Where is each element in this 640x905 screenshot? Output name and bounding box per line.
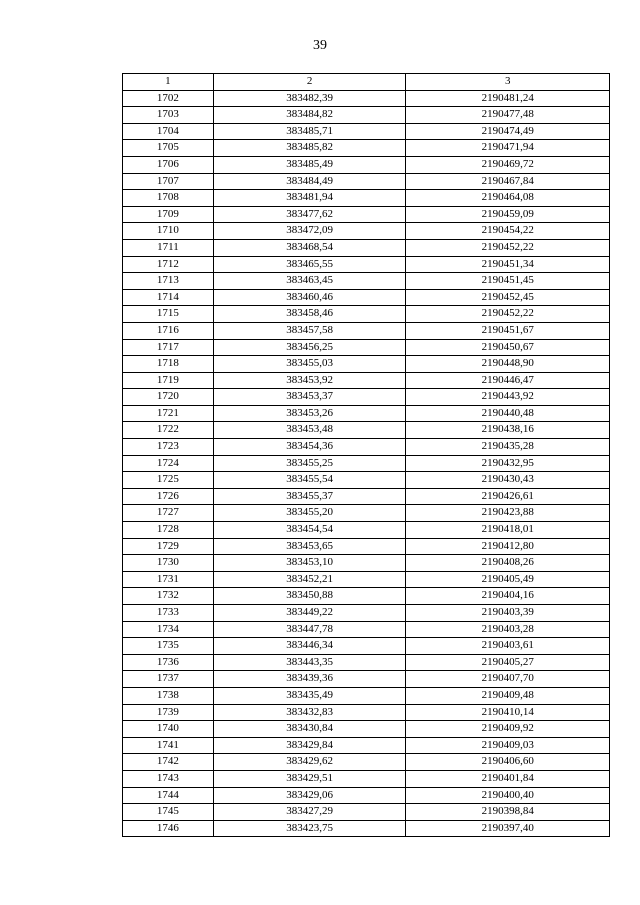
- y-coordinate-cell: 2190407,70: [406, 671, 610, 688]
- table-row: [123, 206, 610, 223]
- point-number-cell: 1705: [123, 140, 214, 157]
- y-coordinate-cell: 2190451,67: [406, 322, 610, 339]
- x-coordinate-cell: 383472,09: [213, 223, 406, 240]
- table-row: [123, 737, 610, 754]
- x-coordinate-cell: 383468,54: [213, 239, 406, 256]
- y-coordinate-cell: 2190454,22: [406, 223, 610, 240]
- point-number-cell: 1709: [123, 206, 214, 223]
- table-row: [123, 638, 610, 655]
- point-number-cell: 1719: [123, 372, 214, 389]
- table-row: [123, 356, 610, 373]
- point-number-cell: 1714: [123, 289, 214, 306]
- point-number-cell: 1721: [123, 405, 214, 422]
- y-coordinate-cell: 2190404,16: [406, 588, 610, 605]
- y-coordinate-cell: 2190406,60: [406, 754, 610, 771]
- y-coordinate-cell: 2190418,01: [406, 522, 610, 539]
- point-number-cell: 1718: [123, 356, 214, 373]
- point-number-cell: 1716: [123, 322, 214, 339]
- y-coordinate-cell: 2190403,28: [406, 621, 610, 638]
- x-coordinate-cell: 383439,36: [213, 671, 406, 688]
- point-number-cell: 1745: [123, 804, 214, 821]
- table-row: [123, 654, 610, 671]
- point-number-cell: 1725: [123, 472, 214, 489]
- point-number-cell: 1732: [123, 588, 214, 605]
- table-row: [123, 605, 610, 622]
- y-coordinate-cell: 2190443,92: [406, 389, 610, 406]
- y-coordinate-cell: 2190452,45: [406, 289, 610, 306]
- table-row: [123, 754, 610, 771]
- table-row: [123, 488, 610, 505]
- x-coordinate-cell: 383457,58: [213, 322, 406, 339]
- y-coordinate-cell: 2190409,48: [406, 687, 610, 704]
- x-coordinate-cell: 383455,37: [213, 488, 406, 505]
- y-coordinate-cell: 2190452,22: [406, 306, 610, 323]
- y-coordinate-cell: 2190405,27: [406, 654, 610, 671]
- point-number-cell: 1726: [123, 488, 214, 505]
- point-number-cell: 1743: [123, 770, 214, 787]
- point-number-cell: 1711: [123, 239, 214, 256]
- x-coordinate-cell: 383454,54: [213, 522, 406, 539]
- coordinates-table: [122, 73, 610, 837]
- y-coordinate-cell: 2190467,84: [406, 173, 610, 190]
- table-row: [123, 140, 610, 157]
- table-row: [123, 505, 610, 522]
- x-coordinate-cell: 383482,39: [213, 90, 406, 107]
- table-row: [123, 439, 610, 456]
- x-coordinate-cell: 383455,54: [213, 472, 406, 489]
- x-coordinate-cell: 383454,36: [213, 439, 406, 456]
- table-row: [123, 422, 610, 439]
- x-coordinate-cell: 383460,46: [213, 289, 406, 306]
- table-row: [123, 372, 610, 389]
- y-coordinate-cell: 2190409,03: [406, 737, 610, 754]
- point-number-cell: 1717: [123, 339, 214, 356]
- y-coordinate-cell: 2190397,40: [406, 820, 610, 837]
- table-row: [123, 90, 610, 107]
- point-number-cell: 1730: [123, 555, 214, 572]
- point-number-cell: 1720: [123, 389, 214, 406]
- table-row: [123, 820, 610, 837]
- table-row: [123, 804, 610, 821]
- table-row: [123, 571, 610, 588]
- table-row: [123, 239, 610, 256]
- x-coordinate-cell: 383481,94: [213, 190, 406, 207]
- x-coordinate-cell: 383447,78: [213, 621, 406, 638]
- point-number-cell: 1738: [123, 687, 214, 704]
- table-row: [123, 389, 610, 406]
- table-row: [123, 455, 610, 472]
- x-coordinate-cell: 383484,82: [213, 107, 406, 124]
- x-coordinate-cell: 383453,26: [213, 405, 406, 422]
- x-coordinate-cell: 383455,03: [213, 356, 406, 373]
- table-row: [123, 472, 610, 489]
- y-coordinate-cell: 2190412,80: [406, 538, 610, 555]
- table-row: [123, 522, 610, 539]
- x-coordinate-cell: 383484,49: [213, 173, 406, 190]
- point-number-cell: 1734: [123, 621, 214, 638]
- x-coordinate-cell: 383477,62: [213, 206, 406, 223]
- table-row: [123, 687, 610, 704]
- x-coordinate-cell: 383456,25: [213, 339, 406, 356]
- table-row: [123, 721, 610, 738]
- table-row: [123, 671, 610, 688]
- x-coordinate-cell: 383435,49: [213, 687, 406, 704]
- x-coordinate-cell: 383429,84: [213, 737, 406, 754]
- y-coordinate-cell: 2190401,84: [406, 770, 610, 787]
- table-row: [123, 289, 610, 306]
- x-coordinate-cell: 383449,22: [213, 605, 406, 622]
- table-row: [123, 273, 610, 290]
- y-coordinate-cell: 2190451,34: [406, 256, 610, 273]
- x-coordinate-cell: 383465,55: [213, 256, 406, 273]
- point-number-cell: 1707: [123, 173, 214, 190]
- y-coordinate-cell: 2190474,49: [406, 123, 610, 140]
- x-coordinate-cell: 383453,37: [213, 389, 406, 406]
- y-coordinate-cell: 2190430,43: [406, 472, 610, 489]
- x-coordinate-cell: 383429,51: [213, 770, 406, 787]
- point-number-cell: 1727: [123, 505, 214, 522]
- table-row: [123, 156, 610, 173]
- table-header-row: [123, 74, 610, 91]
- y-coordinate-cell: 2190471,94: [406, 140, 610, 157]
- point-number-cell: 1722: [123, 422, 214, 439]
- y-coordinate-cell: 2190469,72: [406, 156, 610, 173]
- x-coordinate-cell: 383458,46: [213, 306, 406, 323]
- point-number-cell: 1735: [123, 638, 214, 655]
- point-number-cell: 1729: [123, 538, 214, 555]
- page-number: 39: [313, 38, 327, 53]
- point-number-cell: 1731: [123, 571, 214, 588]
- point-number-cell: 1737: [123, 671, 214, 688]
- x-coordinate-cell: 383453,65: [213, 538, 406, 555]
- x-coordinate-cell: 383432,83: [213, 704, 406, 721]
- y-coordinate-cell: 2190426,61: [406, 488, 610, 505]
- table-row: [123, 621, 610, 638]
- y-coordinate-cell: 2190410,14: [406, 704, 610, 721]
- y-coordinate-cell: 2190446,47: [406, 372, 610, 389]
- point-number-cell: 1741: [123, 737, 214, 754]
- table-row: [123, 256, 610, 273]
- y-coordinate-cell: 2190464,08: [406, 190, 610, 207]
- table-row: [123, 538, 610, 555]
- y-coordinate-cell: 2190477,48: [406, 107, 610, 124]
- x-coordinate-cell: 383485,82: [213, 140, 406, 157]
- table-row: [123, 190, 610, 207]
- y-coordinate-cell: 2190481,24: [406, 90, 610, 107]
- point-number-cell: 1704: [123, 123, 214, 140]
- table-row: [123, 704, 610, 721]
- y-coordinate-cell: 2190448,90: [406, 356, 610, 373]
- point-number-cell: 1746: [123, 820, 214, 837]
- point-number-cell: 1702: [123, 90, 214, 107]
- point-number-cell: 1712: [123, 256, 214, 273]
- y-coordinate-cell: 2190435,28: [406, 439, 610, 456]
- table-row: [123, 123, 610, 140]
- point-number-cell: 1742: [123, 754, 214, 771]
- table-body: [123, 90, 610, 837]
- x-coordinate-cell: 383453,10: [213, 555, 406, 572]
- table-row: [123, 588, 610, 605]
- point-number-cell: 1710: [123, 223, 214, 240]
- y-coordinate-cell: 2190403,61: [406, 638, 610, 655]
- point-number-cell: 1736: [123, 654, 214, 671]
- point-number-cell: 1713: [123, 273, 214, 290]
- x-coordinate-cell: 383463,45: [213, 273, 406, 290]
- x-coordinate-cell: 383443,35: [213, 654, 406, 671]
- point-number-cell: 1733: [123, 605, 214, 622]
- x-coordinate-cell: 383452,21: [213, 571, 406, 588]
- point-number-cell: 1706: [123, 156, 214, 173]
- y-coordinate-cell: 2190423,88: [406, 505, 610, 522]
- x-coordinate-cell: 383430,84: [213, 721, 406, 738]
- y-coordinate-cell: 2190403,39: [406, 605, 610, 622]
- point-number-cell: 1744: [123, 787, 214, 804]
- y-coordinate-cell: 2190450,67: [406, 339, 610, 356]
- column-header-3: 3: [406, 74, 610, 91]
- x-coordinate-cell: 383453,92: [213, 372, 406, 389]
- point-number-cell: 1740: [123, 721, 214, 738]
- point-number-cell: 1708: [123, 190, 214, 207]
- y-coordinate-cell: 2190451,45: [406, 273, 610, 290]
- table-row: [123, 306, 610, 323]
- y-coordinate-cell: 2190440,48: [406, 405, 610, 422]
- point-number-cell: 1703: [123, 107, 214, 124]
- table-row: [123, 787, 610, 804]
- y-coordinate-cell: 2190432,95: [406, 455, 610, 472]
- y-coordinate-cell: 2190459,09: [406, 206, 610, 223]
- x-coordinate-cell: 383455,25: [213, 455, 406, 472]
- y-coordinate-cell: 2190405,49: [406, 571, 610, 588]
- column-header-2: 2: [213, 74, 406, 91]
- point-number-cell: 1723: [123, 439, 214, 456]
- x-coordinate-cell: 383455,20: [213, 505, 406, 522]
- column-header-1: 1: [123, 74, 214, 91]
- point-number-cell: 1728: [123, 522, 214, 539]
- table-row: [123, 405, 610, 422]
- y-coordinate-cell: 2190400,40: [406, 787, 610, 804]
- x-coordinate-cell: 383450,88: [213, 588, 406, 605]
- point-number-cell: 1724: [123, 455, 214, 472]
- y-coordinate-cell: 2190409,92: [406, 721, 610, 738]
- table-row: [123, 223, 610, 240]
- x-coordinate-cell: 383485,71: [213, 123, 406, 140]
- y-coordinate-cell: 2190438,16: [406, 422, 610, 439]
- point-number-cell: 1715: [123, 306, 214, 323]
- table-row: [123, 107, 610, 124]
- x-coordinate-cell: 383446,34: [213, 638, 406, 655]
- y-coordinate-cell: 2190408,26: [406, 555, 610, 572]
- x-coordinate-cell: 383429,06: [213, 787, 406, 804]
- table-row: [123, 322, 610, 339]
- x-coordinate-cell: 383453,48: [213, 422, 406, 439]
- x-coordinate-cell: 383423,75: [213, 820, 406, 837]
- table-row: [123, 173, 610, 190]
- x-coordinate-cell: 383427,29: [213, 804, 406, 821]
- x-coordinate-cell: 383485,49: [213, 156, 406, 173]
- y-coordinate-cell: 2190452,22: [406, 239, 610, 256]
- table-row: [123, 555, 610, 572]
- table-row: [123, 339, 610, 356]
- x-coordinate-cell: 383429,62: [213, 754, 406, 771]
- table-row: [123, 770, 610, 787]
- y-coordinate-cell: 2190398,84: [406, 804, 610, 821]
- point-number-cell: 1739: [123, 704, 214, 721]
